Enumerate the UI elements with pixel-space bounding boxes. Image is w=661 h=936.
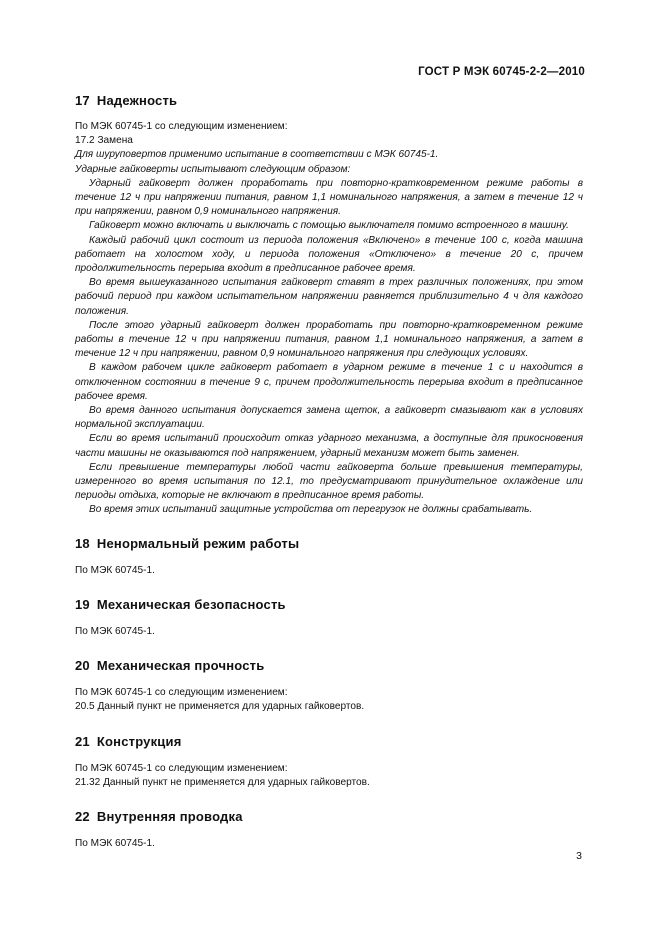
body-line: По МЭК 60745-1. — [75, 837, 155, 849]
section-number: 20 — [75, 658, 90, 674]
section-18 — [75, 536, 583, 578]
section-22 — [75, 809, 583, 851]
paragraph: Для шуруповертов применимо испытание в соответствии с МЭК 60745-1. — [75, 149, 439, 161]
paragraph: После этого ударный гайковерт должен проработать при повторно-кратковременном режиме работы в течение 12 ч при напряжении питания, равном 1,1 номинального напряжения, а затем в течение 12 ч при напряжении, равном 0,9 номинального напряжения при следующих условиях. — [75, 319, 583, 360]
body-line: По МЭК 60745-1. — [75, 625, 155, 637]
paragraph: Ударный гайковерт должен проработать при повторно-кратковременном режиме работы в течение 12 ч при напряжении питания, равном 1,1 номинального напряжения, а затем в течение 12 ч при напряжении, равном 0,9 номинального напряжения. — [75, 177, 583, 218]
intro-line: По МЭК 60745-1 со следующим изменением: — [75, 762, 288, 774]
section-title: Механическая прочность — [96, 658, 265, 674]
paragraph: Во время вышеуказанного испытания гайковерт ставят в трех различных положениях, при этом рабочий период при каждом испытательном напряжении равняется приблизительно 4 ч для каждого положения. — [75, 277, 583, 317]
section-number: 18 — [75, 535, 90, 551]
section-17 — [75, 93, 583, 518]
page-content — [75, 93, 583, 851]
paragraph: Каждый рабочий цикл состоит из периода положения «Включено» в течение 100 с, когда машина работает на холостом ходу, и периода положения «Отключено» в течение 20 с, причем продолжительность перерыва входит в предписанное рабочее время. — [75, 234, 583, 275]
document-header: ГОСТ Р МЭК 60745-2-2—2010 — [418, 66, 585, 78]
paragraph: В каждом рабочем цикле гайковерт работает в ударном режиме в течение 1 с и находится в отключенном состоянии в течение 9 с, причем продолжительность перерыва входит в предписанное рабочее время. — [75, 362, 583, 402]
section-title: Конструкция — [96, 733, 182, 749]
section-heading — [75, 809, 583, 825]
section-number: 19 — [75, 596, 90, 612]
intro-line: По МЭК 60745-1 со следующим изменением: — [75, 687, 288, 699]
section-heading — [75, 658, 583, 674]
paragraph: Во время данного испытания допускается замена щеток, а гайковерт смазывают как в условиях нормальной эксплуатации. — [75, 405, 583, 431]
clause-line: 21.32 Данный пункт не применяется для ударных гайковертов. — [75, 776, 370, 788]
clause-line: 20.5 Данный пункт не применяется для ударных гайковертов. — [75, 701, 365, 713]
page-number: 3 — [576, 850, 582, 862]
section-title: Надежность — [96, 93, 178, 108]
section-number: 17 — [75, 93, 90, 108]
section-heading — [75, 597, 583, 613]
paragraph: Если во время испытаний происходит отказ ударного механизма, а доступные для прикосновения части машины не оказываются под напряжением, ударный механизм может быть заменен. — [75, 433, 583, 459]
section-21 — [75, 734, 583, 790]
section-title: Ненормальный режим работы — [96, 535, 300, 551]
section-number: 22 — [75, 808, 90, 824]
clause-line: 17.2 Замена — [75, 135, 133, 147]
section-title: Внутренняя проводка — [96, 808, 243, 824]
section-heading — [75, 734, 583, 750]
paragraph: Ударные гайковерты испытывают следующим образом: — [75, 163, 351, 175]
section-heading — [75, 536, 583, 552]
paragraph: Во время этих испытаний защитные устройства от перегрузок не должны срабатывать. — [89, 504, 533, 516]
paragraph: Если превышение температуры любой части гайковерта больше превышения температуры, измеренного во время испытания по 12.1, то предусматривают принудительное охлаждение или периоды отдыха, которые не включают в предписанное время работы. — [75, 461, 583, 502]
body-line: По МЭК 60745-1. — [75, 564, 155, 576]
intro-line: По МЭК 60745-1 со следующим изменением: — [75, 121, 288, 132]
section-number: 21 — [75, 733, 90, 749]
section-19 — [75, 597, 583, 639]
section-20 — [75, 658, 583, 714]
section-title: Механическая безопасность — [96, 596, 286, 612]
paragraph: Гайковерт можно включать и выключать с помощью выключателя помимо встроенного в машину. — [89, 220, 569, 232]
section-heading — [75, 93, 583, 109]
